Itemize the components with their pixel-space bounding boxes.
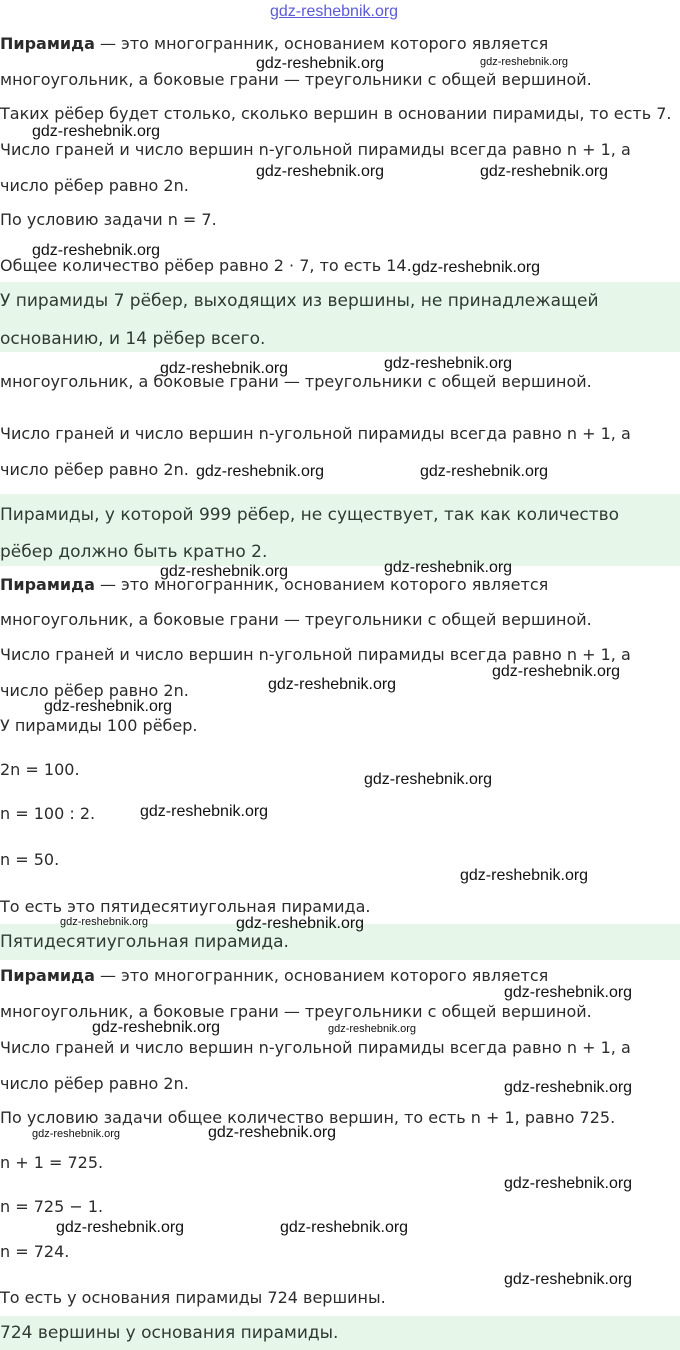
definition-text: — это многогранник, основанием которого является [94, 34, 549, 53]
term-pyramid: Пирамида [0, 575, 95, 594]
watermark: gdz-reshebnik.org [420, 463, 549, 480]
text-line: Число граней и число вершин n-угольной пирамиды всегда равно n + 1, а [0, 424, 631, 443]
equation: 2n = 100. [0, 760, 80, 779]
watermark: gdz-reshebnik.org [32, 242, 161, 259]
watermark: gdz-reshebnik.org [328, 1023, 417, 1035]
watermark: gdz-reshebnik.org [160, 563, 289, 580]
watermark: gdz-reshebnik.org [256, 55, 385, 72]
definition-line-1 [0, 34, 548, 53]
watermark: gdz-reshebnik.org [364, 771, 493, 788]
watermark: gdz-reshebnik.org [460, 867, 589, 884]
answer-line-1: Пятидесятиугольная пирамида. [0, 932, 289, 952]
watermark: gdz-reshebnik.org [44, 698, 173, 715]
equation: n = 100 : 2. [0, 804, 96, 823]
watermark: gdz-reshebnik.org [160, 360, 289, 377]
watermark: gdz-reshebnik.org [504, 1271, 633, 1288]
term-pyramid: Пирамида [0, 966, 95, 985]
watermark: gdz-reshebnik.org [256, 163, 385, 180]
answer-line-2: основанию, и 14 рёбер всего. [0, 329, 266, 349]
watermark: gdz-reshebnik.org [384, 355, 513, 372]
text-line: Число граней и число вершин n-угольной пирамиды всегда равно n + 1, а [0, 645, 631, 664]
watermark: gdz-reshebnik.org [60, 916, 149, 928]
text-line: Общее количество рёбер равно 2 · 7, то есть 14. [0, 256, 412, 275]
watermark: gdz-reshebnik.org [280, 1219, 409, 1236]
answer-line-1: Пирамиды, у которой 999 рёбер, не существует, так как количество [0, 505, 620, 525]
equation: n = 725 − 1. [0, 1197, 104, 1216]
text-line: У пирамиды 100 рёбер. [0, 716, 198, 735]
watermark: gdz-reshebnik.org [56, 1219, 185, 1236]
watermark: gdz-reshebnik.org [140, 803, 269, 820]
text-line: число рёбер равно 2n. [0, 1074, 189, 1093]
text-line: Число граней и число вершин n-угольной пирамиды всегда равно n + 1, а [0, 140, 631, 159]
equation: n + 1 = 725. [0, 1153, 104, 1172]
watermark: gdz-reshebnik.org [492, 663, 621, 680]
watermark: gdz-reshebnik.org [412, 259, 541, 276]
watermark: gdz-reshebnik.org [480, 56, 569, 68]
equation: n = 50. [0, 850, 60, 869]
watermark: gdz-reshebnik.org [236, 915, 365, 932]
watermark: gdz-reshebnik.org [92, 1019, 221, 1036]
answer-line-1: У пирамиды 7 рёбер, выходящих из вершины, не принадлежащей [0, 291, 599, 311]
definition-line-2: многоугольник, а боковые грани — треугольники с общей вершиной. [0, 1002, 592, 1021]
term-pyramid: Пирамида [0, 34, 95, 53]
watermark: gdz-reshebnik.org [384, 559, 513, 576]
watermark: gdz-reshebnik.org [208, 1124, 337, 1141]
watermark: gdz-reshebnik.org [480, 163, 609, 180]
watermark: gdz-reshebnik.org [32, 1128, 121, 1140]
text-line: По условию задачи общее количество вершин, то есть n + 1, равно 725. [0, 1108, 616, 1127]
definition-text: — это многогранник, основанием которого является [94, 575, 549, 594]
answer-line-1: 724 вершины у основания пирамиды. [0, 1323, 339, 1343]
text-line: число рёбер равно 2n. [0, 460, 189, 479]
watermark: gdz-reshebnik.org [32, 123, 161, 140]
watermark: gdz-reshebnik.org [268, 676, 397, 693]
definition-text: — это многогранник, основанием которого является [94, 966, 549, 985]
answer-line-2: рёбер должно быть кратно 2. [0, 542, 268, 562]
definition-line-2: многоугольник, а боковые грани — треугольники с общей вершиной. [0, 70, 592, 89]
text-line: число рёбер равно 2n. [0, 176, 189, 195]
watermark: gdz-reshebnik.org [504, 1079, 633, 1096]
definition-line-2: многоугольник, а боковые грани — треугольники с общей вершиной. [0, 372, 592, 391]
watermark: gdz-reshebnik.org [504, 984, 633, 1001]
text-line: То есть это пятидесятиугольная пирамида. [0, 897, 371, 916]
definition-line-2: многоугольник, а боковые грани — треугольники с общей вершиной. [0, 610, 592, 629]
watermark: gdz-reshebnik.org [504, 1175, 633, 1192]
equation: n = 724. [0, 1242, 70, 1261]
watermark-top-link[interactable]: gdz-reshebnik.org [270, 3, 399, 20]
text-line: Таких рёбер будет столько, сколько вершин в основании пирамиды, то есть 7. [0, 104, 672, 123]
watermark: gdz-reshebnik.org [196, 463, 325, 480]
definition-line-1 [0, 966, 548, 985]
text-line: То есть у основания пирамиды 724 вершины. [0, 1288, 386, 1307]
text-line: число рёбер равно 2n. [0, 681, 189, 700]
text-line: По условию задачи n = 7. [0, 210, 217, 229]
text-line: Число граней и число вершин n-угольной пирамиды всегда равно n + 1, а [0, 1038, 631, 1057]
